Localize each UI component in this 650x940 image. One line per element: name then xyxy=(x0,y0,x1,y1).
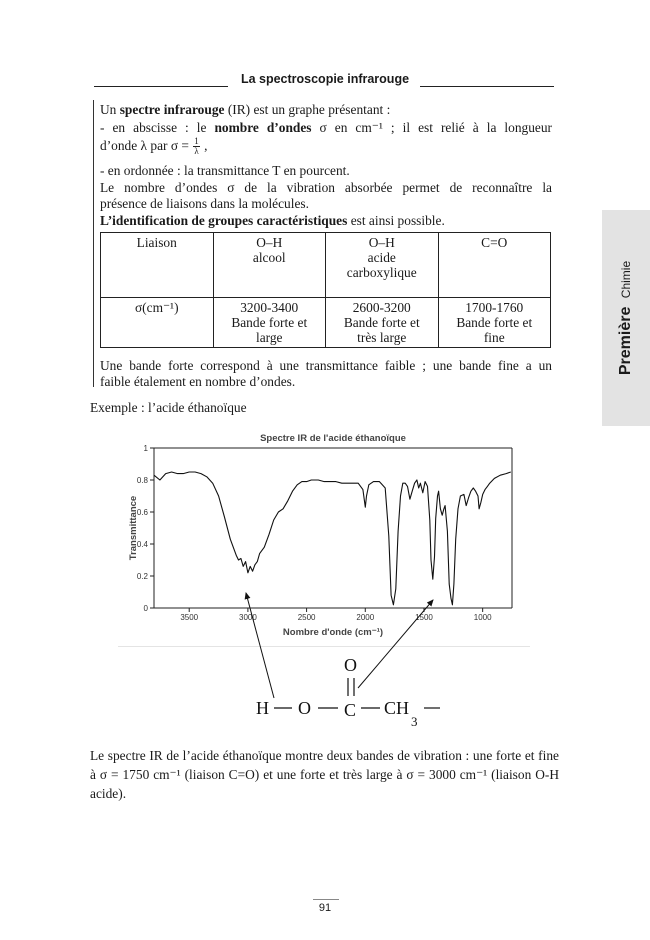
after-table-line-1: Une bande forte correspond à une transmittance faible ; une bande fine a un xyxy=(100,358,552,373)
footer-rule xyxy=(313,899,339,900)
arrow-co-band xyxy=(358,600,433,688)
atom-c: C xyxy=(344,700,357,720)
x-tick-label: 3500 xyxy=(180,613,199,622)
intro-line-7: L’identification de groupes caractéristiques est ainsi possible. xyxy=(100,213,445,228)
intro-line-4: - en ordonnée : la transmittance T en pourcent. xyxy=(100,163,350,178)
table-cell-text: Liaison xyxy=(136,235,177,250)
y-tick-label: 0.4 xyxy=(136,540,148,549)
y-axis-label: Transmittance xyxy=(128,495,139,561)
intro-line-2: - en abscisse : le nombre d’ondes σ en cm⁻¹ ; il est relié à la longueur xyxy=(100,120,552,135)
table-cell-text: 2600-3200 xyxy=(352,300,411,315)
after-table-line-2: faible étalement en nombre d’ondes. xyxy=(100,374,296,389)
y-tick-label: 0.6 xyxy=(136,508,148,517)
fraction-one-over-lambda: $\frac{1}{\lambda}$ xyxy=(194,136,199,157)
x-tick-label: 3000 xyxy=(239,613,257,622)
example-label: Exemple : l’acide éthanoïque xyxy=(90,400,247,415)
atom-o: O xyxy=(298,698,311,718)
x-tick-label: 2500 xyxy=(297,613,316,622)
term-spectre-infrarouge: spectre infrarouge xyxy=(119,102,225,117)
table-cell-text: O–H xyxy=(256,235,283,250)
table-cell-text: large xyxy=(255,330,283,345)
intro-line-6: présence de liaisons dans la molécules. xyxy=(100,196,309,211)
intro-line-3: d’onde λ par σ = $\frac{1}{\lambda}$ , xyxy=(100,136,208,157)
intro-line-5: Le nombre d’ondes σ de la vibration absorbée permet de reconnaître la xyxy=(100,180,552,195)
arrow-oh-band xyxy=(246,593,274,698)
x-tick-label: 2000 xyxy=(356,613,375,622)
table-cell-text: Bande forte et xyxy=(456,315,533,330)
y-tick-label: 0 xyxy=(143,604,148,613)
chapter-title: La spectroscopie infrarouge xyxy=(240,72,410,86)
y-tick-label: 0.2 xyxy=(136,572,148,581)
table-cell-text: O–H xyxy=(368,235,395,250)
group-ch: CH xyxy=(384,698,410,718)
table-cell-text: fine xyxy=(483,330,505,345)
x-tick-label: 1500 xyxy=(415,613,433,622)
y-tick-label: 1 xyxy=(143,444,148,453)
table-cell-text: 1700-1760 xyxy=(465,300,524,315)
table-cell-text: acide xyxy=(367,250,396,265)
subscript-3: 3 xyxy=(411,714,418,729)
intro-line-1: Un spectre infrarouge (IR) est un graphe présentant : xyxy=(100,102,391,117)
table-cell-text: σ(cm⁻¹) xyxy=(134,300,179,315)
table-cell-text: C=O xyxy=(481,235,508,250)
table-cell-text: Bande forte et xyxy=(231,315,308,330)
atom-o-double: O xyxy=(344,655,357,675)
atom-h: H xyxy=(256,698,269,718)
side-tab-level: Première xyxy=(617,306,634,376)
table-cell-text: 3200-3400 xyxy=(240,300,299,315)
conclusion-paragraph: Le spectre IR de l’acide éthanoïque montre deux bandes de vibration : une forte et fine à σ = 1750 cm⁻¹ (liaison C=O) et une forte et très large à σ = 3000 cm⁻¹ (liaison O-H acide). xyxy=(90,748,559,801)
term-nombre-ondes: nombre d’ondes xyxy=(214,120,312,135)
term-identification: L’identification de groupes caractéristiques xyxy=(100,213,348,228)
page-number: 91 xyxy=(318,902,332,914)
table-cell-text: alcool xyxy=(252,250,286,265)
y-tick-label: 0.8 xyxy=(136,476,148,485)
table-cell-text: très large xyxy=(357,330,407,345)
table-cell-text: Bande forte et xyxy=(343,315,420,330)
table-cell-text: carboxylique xyxy=(346,265,417,280)
side-tab-subject: Chimie xyxy=(619,260,633,299)
x-axis-label: Nombre d'onde (cm⁻¹) xyxy=(282,627,384,638)
chart-title: Spectre IR de l'acide éthanoïque xyxy=(260,433,406,444)
x-tick-label: 1000 xyxy=(473,613,492,622)
